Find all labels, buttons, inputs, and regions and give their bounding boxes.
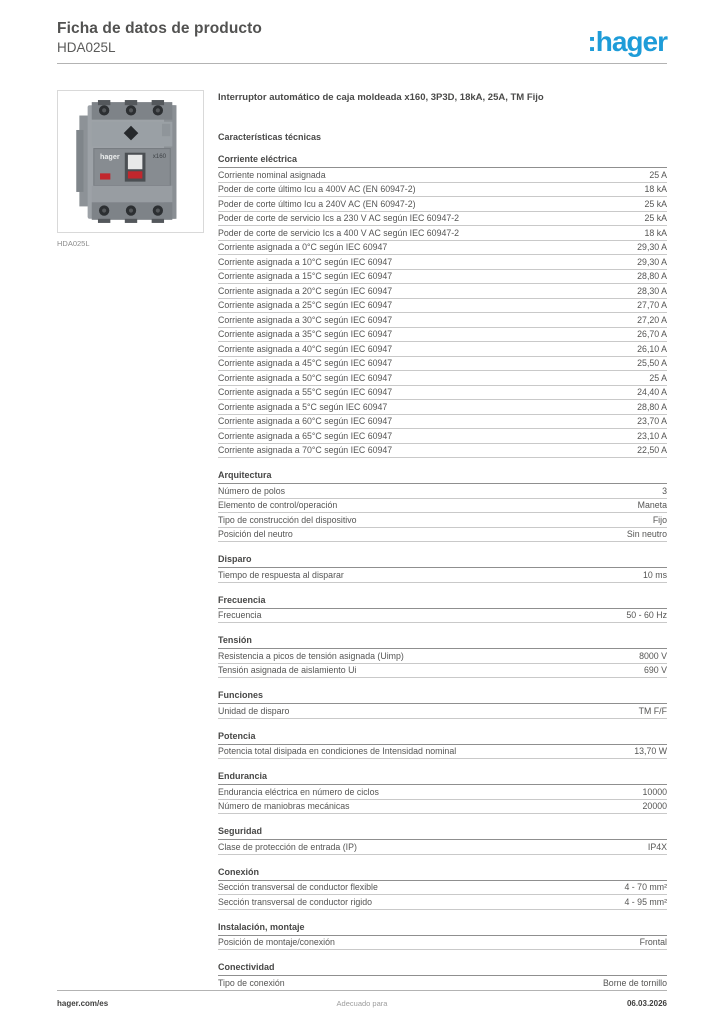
spec-value: IP4X xyxy=(647,841,667,852)
spec-value: 26,70 A xyxy=(637,329,667,339)
doc-type-title: Ficha de datos de producto xyxy=(57,20,262,37)
product-title: Interruptor automático de caja moldeada x160, 3P3D, 18kA, 25A, TM Fijo xyxy=(218,92,544,103)
spec-row xyxy=(218,226,667,241)
footer-website: hager.com/es xyxy=(57,999,109,1008)
spec-row xyxy=(218,568,667,583)
spec-label: Corriente asignada a 65°C según IEC 60947 xyxy=(218,430,393,441)
spec-value: 50 - 60 Hz xyxy=(626,610,667,620)
page-header xyxy=(0,0,724,56)
spec-value: 26,10 A xyxy=(637,343,667,354)
svg-text:hager: hager xyxy=(99,151,120,161)
tech-characteristics-heading: Características técnicas xyxy=(218,132,322,142)
spec-value: 25 kA xyxy=(644,213,667,223)
section-title: Corriente eléctrica xyxy=(218,154,667,168)
spec-label: Corriente asignada a 50°C según IEC 60947 xyxy=(218,372,393,383)
spec-value: 25,50 A xyxy=(637,358,667,368)
spec-value: 25 A xyxy=(649,169,667,180)
product-image xyxy=(57,90,204,233)
spec-row xyxy=(218,444,667,459)
spec-row xyxy=(218,241,667,256)
section-title: Potencia xyxy=(218,731,667,745)
spec-label: Corriente asignada a 5°C según IEC 60947 xyxy=(218,401,388,412)
spec-row xyxy=(218,881,667,896)
spec-value: 690 V xyxy=(644,665,667,675)
spec-section xyxy=(218,635,667,678)
spec-value: 4 - 70 mm² xyxy=(624,882,667,892)
page-footer xyxy=(57,990,667,1008)
spec-row xyxy=(218,528,667,543)
section-title: Arquitectura xyxy=(218,470,667,484)
spec-label: Número de polos xyxy=(218,485,285,496)
spec-label: Elemento de control/operación xyxy=(218,500,338,510)
spec-label: Corriente nominal asignada xyxy=(218,169,326,180)
spec-section xyxy=(218,867,667,910)
spec-section xyxy=(218,731,667,760)
section-title: Tensión xyxy=(218,635,667,649)
spec-label: Tiempo de respuesta al disparar xyxy=(218,569,344,580)
spec-row xyxy=(218,270,667,285)
product-image-column xyxy=(57,90,204,248)
product-image-caption: HDA025L xyxy=(57,239,90,248)
spec-section xyxy=(218,595,667,624)
spec-value: 28,30 A xyxy=(637,285,667,296)
spec-row xyxy=(218,284,667,299)
spec-value: 22,50 A xyxy=(637,445,667,455)
spec-label: Corriente asignada a 60°C según IEC 60947 xyxy=(218,416,393,426)
spec-label: Unidad de disparo xyxy=(218,705,290,716)
spec-value: 10 ms xyxy=(643,569,667,580)
section-title: Frecuencia xyxy=(218,595,667,609)
spec-label: Sección transversal de conductor rigido xyxy=(218,896,373,907)
spec-value: Sin neutro xyxy=(626,529,667,539)
spec-value: Borne de tornillo xyxy=(602,977,667,988)
spec-section xyxy=(218,962,667,991)
spec-value: 25 A xyxy=(649,372,667,383)
spec-value: 27,70 A xyxy=(637,300,667,310)
spec-value: Frontal xyxy=(639,937,667,947)
footer-date: 06.03.2026 xyxy=(626,999,667,1008)
spec-row xyxy=(218,429,667,444)
spec-row xyxy=(218,386,667,401)
spec-label: Sección transversal de conductor flexible xyxy=(218,882,378,892)
spec-label: Número de maniobras mecánicas xyxy=(218,801,350,811)
spec-value: 23,10 A xyxy=(637,430,667,441)
spec-value: 8000 V xyxy=(639,650,667,661)
spec-value: 23,70 A xyxy=(637,416,667,426)
spec-row xyxy=(218,936,667,951)
section-title: Disparo xyxy=(218,554,667,568)
spec-value: 24,40 A xyxy=(637,387,667,397)
spec-label: Corriente asignada a 40°C según IEC 60947 xyxy=(218,343,393,354)
spec-label: Tipo de construcción del dispositivo xyxy=(218,514,357,525)
spec-value: 25 kA xyxy=(644,198,667,209)
hager-logo: :hager xyxy=(587,26,667,57)
spec-label: Corriente asignada a 45°C según IEC 60947 xyxy=(218,358,393,368)
spec-label: Frecuencia xyxy=(218,610,262,620)
spec-label: Poder de corte último Icu a 400V AC (EN 60947-2) xyxy=(218,184,416,194)
spec-section xyxy=(218,470,667,542)
spec-value: 28,80 A xyxy=(637,401,667,412)
spec-value: 18 kA xyxy=(644,184,667,194)
spec-label: Resistencia a picos de tensión asignada (Uimp) xyxy=(218,650,404,661)
spec-row xyxy=(218,371,667,386)
spec-value: 20000 xyxy=(642,801,667,811)
spec-label: Corriente asignada a 30°C según IEC 60947 xyxy=(218,314,393,325)
spec-row xyxy=(218,745,667,760)
spec-row xyxy=(218,800,667,815)
spec-value: 29,30 A xyxy=(637,242,667,252)
product-code: HDA025L xyxy=(57,40,116,55)
spec-label: Potencia total disipada en condiciones de Intensidad nominal xyxy=(218,746,457,756)
specs-column xyxy=(218,90,667,991)
section-title: Seguridad xyxy=(218,826,667,840)
main-content xyxy=(0,64,724,991)
spec-row xyxy=(218,895,667,910)
spec-row xyxy=(218,785,667,800)
section-title: Endurancia xyxy=(218,771,667,785)
circuit-breaker-illustration xyxy=(70,99,192,225)
spec-label: Corriente asignada a 70°C según IEC 60947 xyxy=(218,445,393,455)
spec-label: Poder de corte de servicio Ics a 230 V AC según IEC 60947-2 xyxy=(218,213,460,223)
spec-label: Posición del neutro xyxy=(218,529,293,539)
spec-section xyxy=(218,554,667,583)
spec-row xyxy=(218,183,667,198)
spec-row xyxy=(218,704,667,719)
spec-row xyxy=(218,299,667,314)
spec-label: Clase de protección de entrada (IP) xyxy=(218,841,357,852)
spec-row xyxy=(218,840,667,855)
spec-value: 27,20 A xyxy=(637,314,667,325)
spec-row xyxy=(218,499,667,514)
spec-row xyxy=(218,513,667,528)
section-title: Conectividad xyxy=(218,962,667,976)
spec-row xyxy=(218,976,667,991)
spec-row xyxy=(218,664,667,679)
spec-row xyxy=(218,649,667,664)
spec-label: Corriente asignada a 0°C según IEC 60947 xyxy=(218,242,388,252)
spec-row xyxy=(218,415,667,430)
spec-value: 18 kA xyxy=(644,227,667,238)
spec-value: 13,70 W xyxy=(634,746,667,756)
spec-value: TM F/F xyxy=(638,705,667,716)
spec-label: Corriente asignada a 25°C según IEC 60947 xyxy=(218,300,393,310)
spec-label: Corriente asignada a 35°C según IEC 60947 xyxy=(218,329,393,339)
spec-section xyxy=(218,690,667,719)
spec-section xyxy=(218,922,667,951)
svg-text:x160: x160 xyxy=(152,152,166,160)
header-titles xyxy=(57,20,262,55)
spec-row xyxy=(218,357,667,372)
spec-label: Tensión asignada de aislamiento Ui xyxy=(218,665,357,675)
spec-row xyxy=(218,255,667,270)
section-title: Instalación, montaje xyxy=(218,922,667,936)
spec-label: Poder de corte de servicio Ics a 400 V AC según IEC 60947-2 xyxy=(218,227,460,238)
footer-center-text: Adecuado para xyxy=(336,999,388,1008)
spec-label: Corriente asignada a 20°C según IEC 60947 xyxy=(218,285,393,296)
spec-row xyxy=(218,212,667,227)
spec-label: Corriente asignada a 15°C según IEC 60947 xyxy=(218,271,393,281)
spec-label: Corriente asignada a 10°C según IEC 60947 xyxy=(218,256,393,267)
spec-label: Poder de corte último Icu a 240V AC (EN 60947-2) xyxy=(218,198,416,209)
spec-value: 3 xyxy=(662,485,667,496)
spec-value: Fijo xyxy=(652,514,667,525)
spec-label: Endurancia eléctrica en número de ciclos xyxy=(218,786,379,797)
spec-row xyxy=(218,342,667,357)
spec-value: Maneta xyxy=(637,500,667,510)
spec-section xyxy=(218,154,667,458)
spec-row xyxy=(218,313,667,328)
spec-row xyxy=(218,484,667,499)
spec-row xyxy=(218,328,667,343)
spec-section xyxy=(218,771,667,814)
spec-sections xyxy=(218,154,667,991)
spec-row xyxy=(218,197,667,212)
spec-value: 28,80 A xyxy=(637,271,667,281)
spec-value: 29,30 A xyxy=(637,256,667,267)
spec-section xyxy=(218,826,667,855)
spec-row xyxy=(218,400,667,415)
section-title: Funciones xyxy=(218,690,667,704)
spec-label: Posición de montaje/conexión xyxy=(218,937,335,947)
section-title: Conexión xyxy=(218,867,667,881)
spec-label: Corriente asignada a 55°C según IEC 60947 xyxy=(218,387,393,397)
spec-row xyxy=(218,168,667,183)
spec-value: 4 - 95 mm² xyxy=(624,896,667,907)
spec-value: 10000 xyxy=(642,786,667,797)
spec-label: Tipo de conexión xyxy=(218,977,285,988)
spec-row xyxy=(218,609,667,624)
